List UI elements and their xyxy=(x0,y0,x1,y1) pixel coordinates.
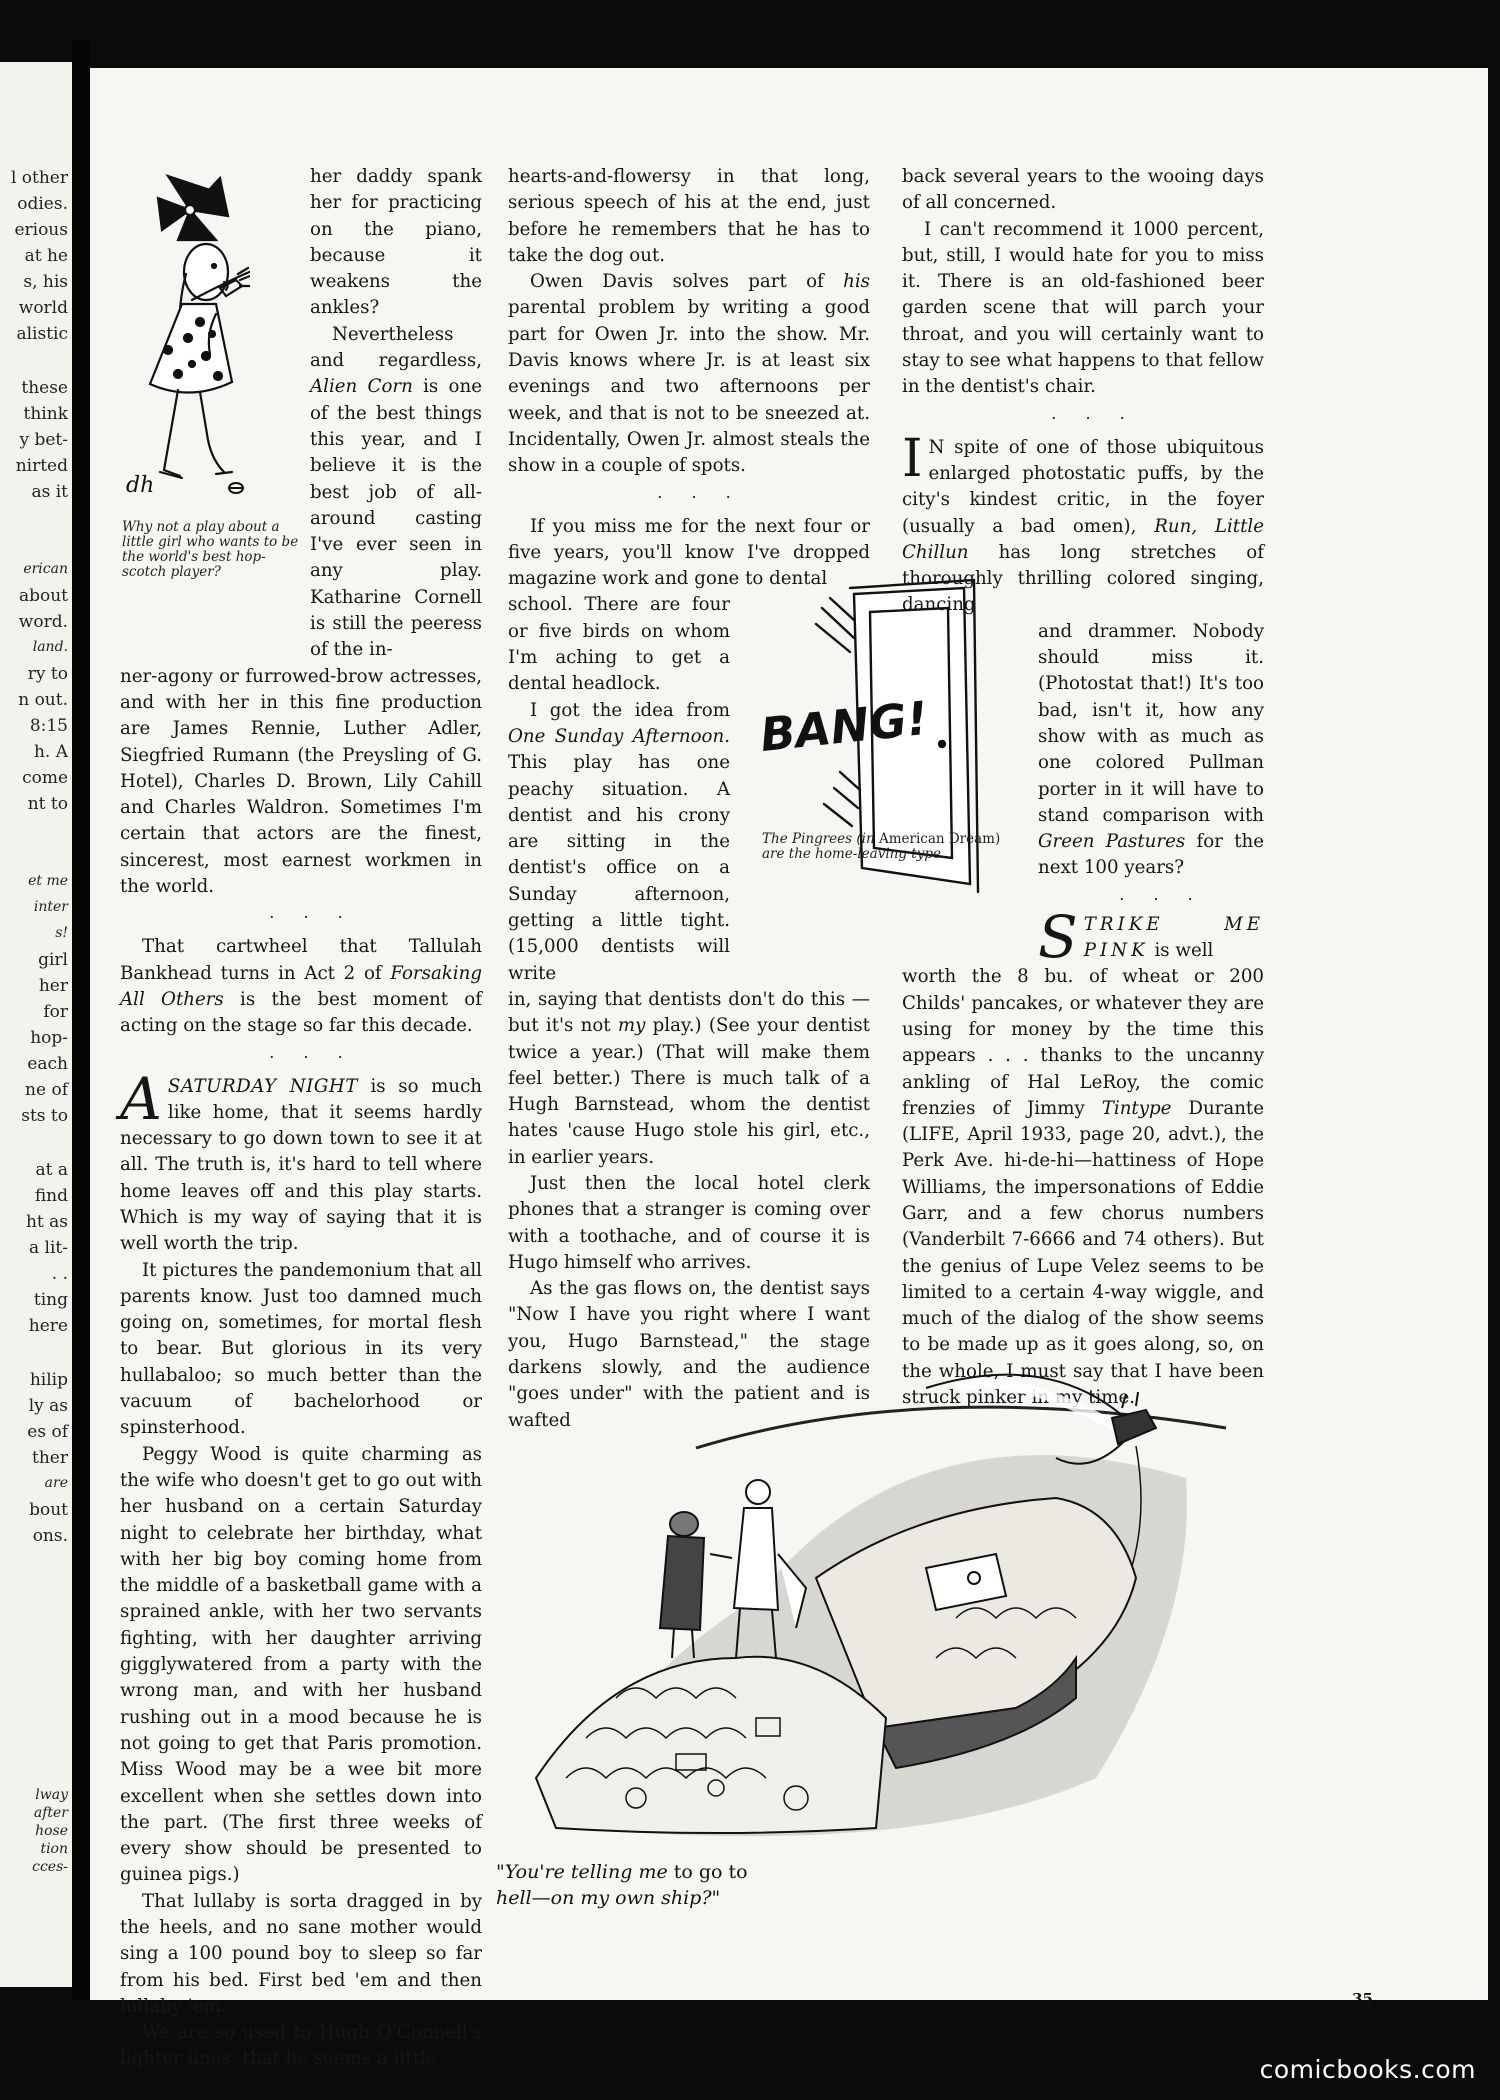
left-page-text-fragment: these xyxy=(21,378,68,398)
left-page-text-fragment: find xyxy=(34,1186,68,1206)
left-page-text-fragment: hilip xyxy=(29,1370,68,1390)
page-gutter xyxy=(72,40,90,2000)
left-page-text-fragment: ne of xyxy=(25,1080,68,1100)
left-page-text-fragment: world xyxy=(18,298,68,318)
left-page-text-fragment: her xyxy=(38,976,68,996)
left-page-text-fragment: y bet- xyxy=(19,430,68,450)
left-page-text-fragment: tion xyxy=(40,1841,68,1857)
left-page-text-fragment: lway xyxy=(35,1787,68,1803)
left-page-text-fragment: at a xyxy=(35,1160,68,1180)
artist-initials: dh xyxy=(126,473,155,498)
col1-para7: We are so used to Hugh O'Connell's lighter lines, that he seems a little xyxy=(120,2022,482,2070)
col2-para3: If you miss me for the next four or five years, you'll know I've dropped magazine work and gone to dental xyxy=(508,515,870,590)
door-caption: The Pingrees (in American Dream) are the home-leaving type. xyxy=(762,831,1001,862)
left-page-text-fragment: erious xyxy=(14,220,68,240)
left-page-text-fragment: bout xyxy=(29,1500,68,1520)
left-page-text-fragment: ly as xyxy=(28,1396,68,1416)
section-divider: . . . xyxy=(269,903,355,923)
col2-para6: As the gas flows on, the dentist says "Now I have you right where I want you, Hugo Barnstead," the stage darkens slowly, and the audience "goes under" with the patient and is wafted xyxy=(508,1278,870,1431)
svg-text:"You're telling me to go to: "You're telling me to go to xyxy=(496,1861,748,1883)
section-divider: . . . xyxy=(269,1042,355,1062)
left-page-text-fragment: here xyxy=(28,1316,68,1336)
col2-para2: Owen Davis solves part of his parental problem by writing a good part for Owen Jr. into the show. Mr. Davis knows where Jr. is at least six evenings and two afternoons per week, and that is not to be sneezed at. Incidentally, Owen Jr. almost steals the show in a couple of spots. xyxy=(508,271,870,477)
col3-para3: I N spite of one of those ubiquitous enlarged photostatic puffs, by the city's kindest critic, in the foyer (usually a bad omen), Run, Little Chillun has long stretches of thoroughly thrilling colored singing, dancing xyxy=(902,428,1264,616)
left-page-text-fragment: each xyxy=(27,1054,68,1074)
left-page-text-fragment: for xyxy=(43,1002,68,1022)
column-1 xyxy=(120,164,482,2073)
left-page-text-fragment: nt to xyxy=(27,794,68,814)
site-watermark: comicbooks.com xyxy=(1259,2055,1476,2084)
col2-para4-cont: in, saying that dentists don't do this —but it's not my play.) (See your dentist twice a year.) (That will make them feel better.) There is much talk of a Hugh Barnstead, whom the dentist hates 'cause Hugo stole his girl, etc., in earlier years. xyxy=(508,988,870,1168)
col1-para1-cont: ner-agony or furrowed-brow actresses, and with her in this fine production are James Rennie, Luther Adler, Siegfried Rumann (the Preysling of G. Hotel), Charles D. Brown, Lily Cahill and Charles Waldron. Sometimes I'm certain that actors are the finest, sincerest, most earnest workmen in the world. xyxy=(120,665,482,898)
left-page-text-fragment: ry to xyxy=(27,664,68,684)
left-page-text-fragment: inter xyxy=(33,899,68,915)
col2-para4: I got the idea from One Sunday Afternoon. This play has one peachy situation. A dentist and his crony are sitting in the dentist's office on a Sunday afternoon, getting a little tight. (15,000 dentists will write xyxy=(508,699,730,984)
left-page-text-fragment: ht as xyxy=(25,1212,68,1232)
left-page-text-fragment: erican xyxy=(23,561,68,577)
left-page-text-fragment: ons. xyxy=(32,1526,68,1546)
cartoon-caption xyxy=(496,1861,748,1909)
bang-text: BANG! xyxy=(757,690,931,763)
left-page-text-fragment: l other xyxy=(10,168,68,188)
left-page-text-fragment: girl xyxy=(38,950,68,970)
col2-para3-cont: school. There are four or five birds on whom I'm aching to get a dental headlock. xyxy=(508,594,730,695)
left-page-text-fragment: n out. xyxy=(18,690,68,710)
col1-para5: Peggy Wood is quite charming as the wife who doesn't get to go out with her husband on a certain Saturday night to celebrate her birthday, what with her big boy coming home from the middle of a basketball game with a sprained ankle, with her two servants fighting, with her daughter arriving gigglywatered from a party with the wrong man, and with her husband rushing out in a mood because he is not going to get that Paris promotion. Miss Wood may be a wee bit more excellent when she settles down into the part. (The first three weeks of every show should be presented to guinea pigs.) xyxy=(120,1443,482,1886)
left-page-text-fragment: et me xyxy=(28,873,68,889)
left-facing-page xyxy=(0,62,72,1987)
col3-para4: STRIKE ME PINK is well xyxy=(1038,902,1264,971)
left-page-text-fragment: about xyxy=(18,586,68,606)
left-page-text-fragment: h. A xyxy=(33,742,68,762)
left-page-text-fragment: think xyxy=(23,404,68,424)
left-page-text-fragment: a lit- xyxy=(29,1238,68,1258)
page-number: 35 xyxy=(1352,1990,1373,2008)
left-page-text-fragment: nirted xyxy=(15,456,68,476)
col1-opening: her daddy spank her for practicing on the piano, because it weakens the ankles? xyxy=(310,166,482,319)
barge-cartoon xyxy=(496,1358,1296,1918)
left-page-text-fragment: s! xyxy=(55,925,68,941)
left-page-text-fragment: es of xyxy=(27,1422,68,1442)
left-page-text-fragment: after xyxy=(33,1805,68,1821)
left-page-text-fragment: 8:15 xyxy=(29,716,68,736)
girl-caption: Why not a play about a little girl who wants to be the world's best hop-scotch player? xyxy=(122,519,299,580)
left-page-text-fragment: word. xyxy=(18,612,68,632)
left-page-text-fragment: hop- xyxy=(30,1028,68,1048)
col2-para5: Just then the local hotel clerk phones that a stranger is coming over with a toothache, and of course it is Hugo himself who arrives. xyxy=(508,1172,870,1273)
col1-para6: That lullaby is sorta dragged in by the heels, and no sane mother would sing a 100 pound boy to sleep so far from his bed. First bed 'em and then lullaby 'em. xyxy=(120,1890,482,2017)
col3-para4-cont: worth the 8 bu. of wheat or 200 Childs' pancakes, or whatever they are using for money by the time this appears . . . thanks to the uncanny ankling of Hal LeRoy, the comic frenzies of Jimmy Tintype Durante (LIFE, April 1933, page 20, advt.), the Perk Ave. hi-de-hi—hattiness of Hope Williams, the impersonations of Eddie Garr, and a few chorus numbers (Vanderbilt 7-6666 and 74 others). But the genius of Lupe Velez seems to be limited to a certain 4-way wiggle, and much of the dialog of the show seems to be made up as it goes along, so, on the whole, I must say that I have been struck pinker in my time. xyxy=(902,966,1264,1409)
left-page-text-fragment: are xyxy=(44,1475,68,1491)
svg-text:hell—on my own ship?": hell—on my own ship?" xyxy=(496,1887,721,1909)
column-3 xyxy=(902,164,1264,1411)
left-page-text-fragment: alistic xyxy=(16,324,68,344)
left-page-text-fragment: ther xyxy=(32,1448,68,1468)
col3-para3-cont: and drammer. Nobody should miss it. (Photostat that!) It's too bad, isn't it, how any show with as much as one colored Pullman porter in it will have to stand comparison with Green Pastures for the next 100 years? xyxy=(1038,620,1264,879)
section-divider: . . . xyxy=(657,482,743,502)
left-page-text-fragment: sts to xyxy=(21,1106,68,1126)
left-page-text-fragment: come xyxy=(22,768,68,788)
left-page-text-fragment: cces- xyxy=(32,1859,68,1875)
left-page-text-fragment: hose xyxy=(35,1823,68,1839)
col1-para2: That cartwheel that Tallulah Bankhead turns in Act 2 of Forsaking All Others is the best moment of acting on the stage so far this decade. xyxy=(120,936,482,1037)
col1-para3: ASATURDAY NIGHT is so much like home, that it seems hardly necessary to go down town to see it at all. The truth is, it's hard to tell where home leaves off and this play starts. Which is my way of saying that it is well worth the trip. xyxy=(120,1064,482,1255)
left-page-text-fragment: as it xyxy=(31,482,68,502)
col2-para1: hearts-and-flowersy in that long, serious speech of his at the end, just before he remembers that he has to take the dog out. xyxy=(508,166,870,266)
left-page-text-fragment: ting xyxy=(33,1290,68,1310)
section-divider: . . . xyxy=(1119,884,1205,904)
left-page-text-fragment: at he xyxy=(24,246,68,266)
section-divider: . . . xyxy=(1051,403,1137,423)
col3-para2: I can't recommend it 1000 percent, but, still, I would hate for you to miss it. There is an old-fashioned beer garden scene that will parch your throat, and you will certainly want to stay to see what happens to that fellow in the dentist's chair. xyxy=(902,218,1264,398)
left-page-text-fragment: s, his xyxy=(23,272,68,292)
left-page-text-fragment: . . xyxy=(51,1264,68,1284)
col1-para1: Nevertheless and regardless, Alien Corn is one of the best things this year, and I believe it is the best job of all-around casting I've ever seen in any play. Katharine Cornell is still the peeress of the in- xyxy=(310,323,482,661)
left-page-text-fragment: land. xyxy=(32,639,68,655)
col1-para4: It pictures the pandemonium that all parents know. Just too damned much going on, sometimes, for mortal flesh to bear. But glorious in its very hullabaloo; so much better than the vacuum of bachelorhood or spinsterhood. xyxy=(120,1259,482,1439)
col3-para1: back several years to the wooing days of all concerned. xyxy=(902,166,1264,214)
left-page-text-fragment: odies. xyxy=(17,194,68,214)
